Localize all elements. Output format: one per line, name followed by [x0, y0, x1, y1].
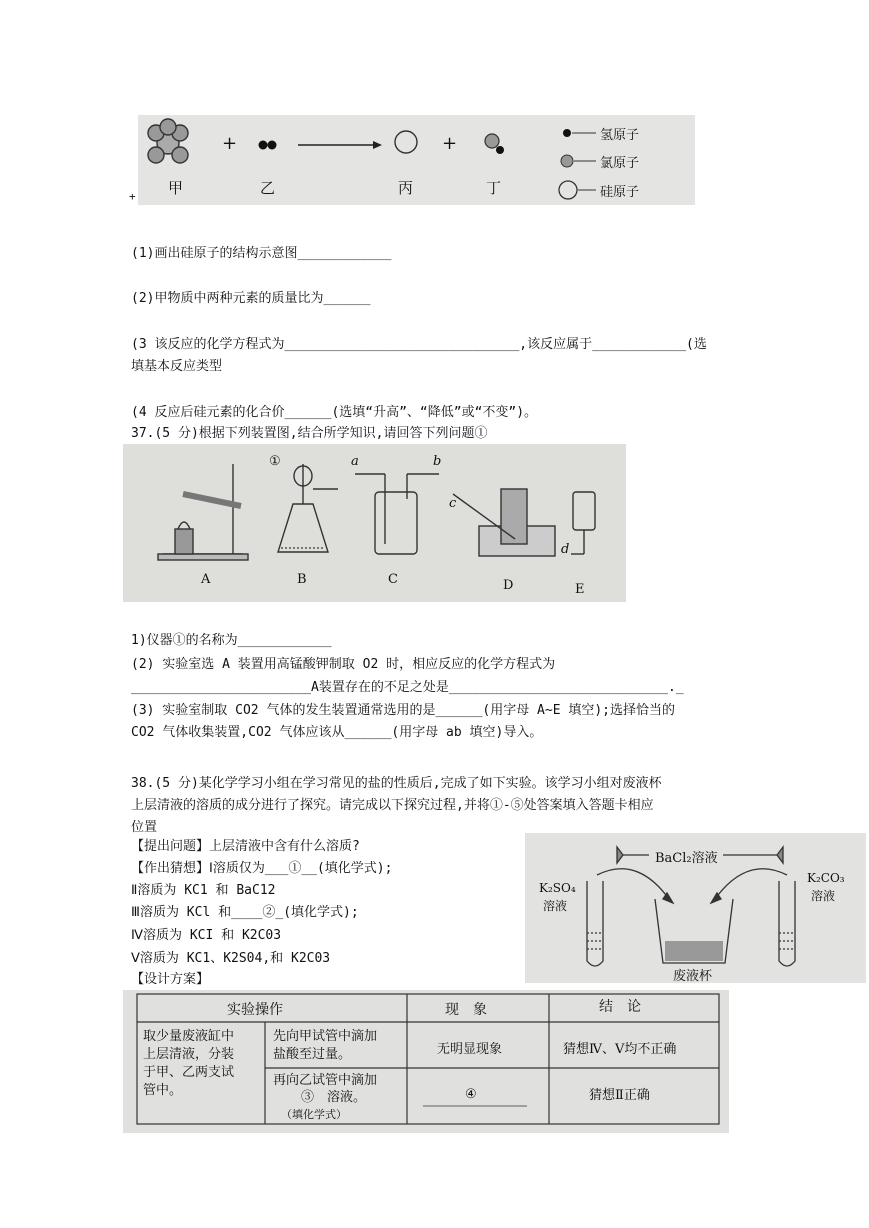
bacl2-label: BaCl₂溶液: [655, 851, 718, 866]
row2-operation: [273, 1072, 377, 1123]
apparatus-label-c: C: [388, 572, 398, 587]
q37-part2-line1: (2) 实验室选 A 装置用高锰酸钾制取 O2 时，相应反应的化学方程式为: [131, 657, 556, 672]
experiment-table: [123, 990, 729, 1133]
q36-part2: (2)甲物质中两种元素的质量比为______: [131, 291, 371, 306]
apparatus-figure: [123, 444, 626, 602]
molecule-jia: [148, 119, 188, 163]
plus-sign-1: +: [222, 133, 238, 154]
q38-hypothesis-4: Ⅳ溶质为 KCI 和 K2C03: [131, 928, 282, 943]
apparatus-label-e: E: [575, 582, 585, 597]
molecule-ding: [485, 134, 504, 154]
legend-cl-symbol: [561, 155, 573, 167]
row2-op-line: （填化学式）: [281, 1108, 347, 1121]
k2co3-label: K₂CO₃: [807, 871, 845, 885]
waste-cup-label: 废液杯: [673, 969, 713, 984]
label-jia: 甲: [168, 179, 184, 197]
legend-h-symbol: [563, 129, 571, 137]
legend-si-label: 硅原子: [600, 185, 640, 200]
row1-op-line: 盐酸至过量。: [273, 1047, 352, 1062]
q37-part3-line1: (3) 实验室制取 CO2 气体的发生装置通常选用的是______(用字母 A~E 填空);选择恰当的: [131, 703, 676, 718]
reaction-figure: [138, 115, 695, 205]
q38-design-heading: 【设计方案】: [131, 972, 210, 987]
k2so4-solution-label: 溶液: [543, 899, 568, 913]
op-left-cell: [143, 1028, 234, 1100]
apparatus-mark-a: a: [351, 454, 359, 469]
th-operation: 实验操作: [227, 1002, 283, 1018]
k2so4-label: K₂SO₄: [539, 881, 576, 895]
th-phenomenon: 现 象: [445, 1002, 487, 1018]
row1-phenomenon: 无明显现象: [437, 1042, 503, 1057]
legend-si-symbol: [559, 181, 577, 199]
q38-hypothesis-1: 【作出猜想】Ⅰ溶质仅为___①__(填化学式);: [131, 861, 393, 876]
molecule-bing: [395, 131, 417, 153]
q37-title: 37.(5 分)根据下列装置图,结合所学知识,请回答下列问题①: [131, 426, 488, 441]
q38-title-line1: 38.(5 分)某化学学习小组在学习常见的盐的性质后,完成了如下实验。该学习小组对废液杯: [131, 776, 662, 791]
q38-question: 【提出问题】上层清液中含有什么溶质?: [131, 839, 360, 854]
row2-op-line: 再向乙试管中滴加: [273, 1073, 378, 1088]
th-conclusion: 结 论: [599, 999, 641, 1015]
q36-part4: (4 反应后硅元素的化合价______(选填“升高”、“降低”或“不变”)。: [131, 405, 538, 420]
legend-h-label: 氢原子: [600, 128, 640, 143]
apparatus-mark-b: b: [433, 454, 442, 469]
row1-operation: [273, 1028, 377, 1064]
row2-op-line: ③ 溶液。: [301, 1090, 367, 1105]
op-left-line: 于甲、乙两支试: [143, 1065, 235, 1080]
apparatus-label-d: D: [503, 578, 514, 593]
q37-part2-line2: _______________________A装置存在的不足之处是____________________________._: [131, 680, 684, 695]
op-left-line: 取少量废液缸中: [143, 1029, 235, 1044]
row2-phenomenon: ④: [465, 1087, 477, 1102]
legend-cl-label: 氯原子: [600, 156, 640, 171]
q38-title-line3: 位置: [131, 820, 158, 835]
q37-part1: 1)仪器①的名称为____________: [131, 633, 332, 648]
apparatus-mark-1: ①: [269, 454, 281, 469]
apparatus-label-a: A: [201, 572, 211, 587]
molecule-yi: [259, 141, 277, 150]
q38-hypothesis-5: Ⅴ溶质为 KC1、K2S04,和 K2C03: [131, 951, 331, 966]
apparatus-label-b: B: [297, 572, 307, 587]
row2-conclusion: 猜想Ⅱ正确: [589, 1088, 650, 1103]
q38-hypothesis-2: Ⅱ溶质为 KC1 和 BaC12: [131, 883, 276, 898]
op-left-line: 管中。: [143, 1083, 183, 1098]
row1-op-line: 先向甲试管中滴加: [273, 1029, 378, 1044]
label-yi: 乙: [260, 179, 276, 197]
q38-hypothesis-3: Ⅲ溶质为 KCl 和____②_(填化学式);: [131, 905, 359, 920]
op-left-line: 上层清液，分装: [143, 1047, 235, 1062]
q36-part3-line1: (3 该反应的化学方程式为______________________________,该反应属于____________(选: [131, 337, 707, 352]
apparatus-mark-c: c: [449, 496, 457, 511]
label-bing: 丙: [398, 179, 414, 197]
q36-part1: (1)画出硅原子的结构示意图____________: [131, 246, 392, 261]
row1-conclusion: 猜想Ⅳ、Ⅴ均不正确: [563, 1042, 677, 1057]
k2co3-solution-label: 溶液: [811, 889, 836, 903]
label-ding: 丁: [486, 179, 502, 197]
q38-title-line2: 上层清液的溶质的成分进行了探究。请完成以下探究过程,并将①-⑤处答案填入答题卡相应: [131, 798, 654, 813]
stray-plus-mark: +: [129, 190, 136, 203]
plus-sign-2: +: [442, 133, 458, 154]
q37-part3-line2: CO2 气体收集装置,CO2 气体应该从______(用字母 ab 填空)导入。: [131, 725, 543, 740]
q36-part3-line2: 填基本反应类型: [131, 359, 223, 374]
waste-cup-figure: [525, 833, 866, 983]
apparatus-mark-d: d: [561, 542, 570, 557]
